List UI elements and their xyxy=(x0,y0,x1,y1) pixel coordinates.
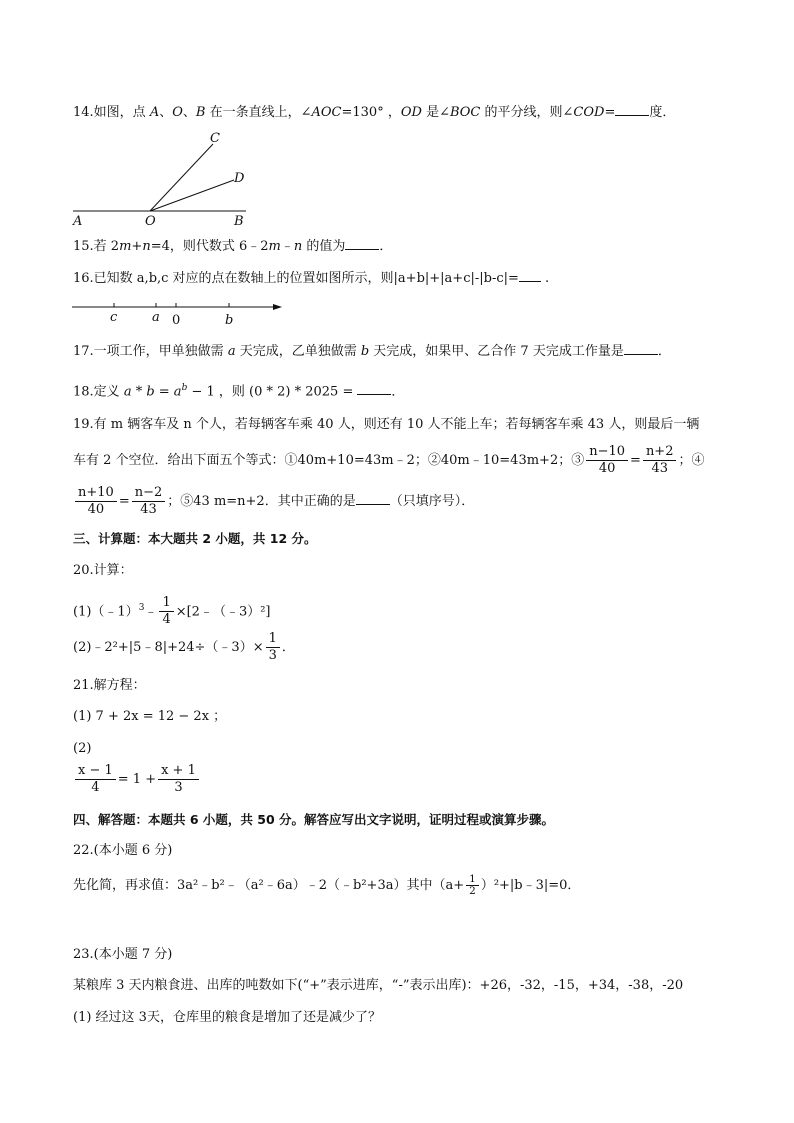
number-line xyxy=(70,297,285,327)
fraction: $\frac{n+10}{40}$ xyxy=(75,485,117,518)
section-3-heading: 三、计算题：本大题共 2 小题，共 12 分。 xyxy=(73,531,317,546)
label-zero: 0 xyxy=(172,313,181,327)
fraction: $\frac{n+2}{43}$ xyxy=(643,444,677,477)
arrow-icon xyxy=(273,304,282,310)
answer-blank xyxy=(345,236,379,250)
point-o-label: O xyxy=(145,214,156,229)
ray-oc xyxy=(150,144,213,211)
point-d-label: D xyxy=(234,171,245,186)
point-b-label: B xyxy=(234,214,244,229)
question-22-text: 先化简，再求值：3a²﹣b²﹣（a²﹣6a）﹣2（﹣b²+3a）其中（a+ $\frac{1}{2}$ ）²+|b﹣3|=0． xyxy=(73,873,581,897)
question-19-line1: 19.有 m 辆客车及 n 个人，若每辆客车乘 40 人，则还有 10 人不能上车；若每辆客车乘 43 人，则最后一辆 xyxy=(73,417,700,432)
angle-diagram xyxy=(68,128,258,230)
ray-od xyxy=(150,180,234,211)
question-19-line3: $\frac{n+10}{40}$ = $\frac{n-2}{43}$ ；⑤43 m=n+2．其中正确的是 （只填序号）． xyxy=(73,484,474,520)
question-21-equation: $\frac{x - 1}{4}$ = 1 + $\frac{x + 1}{3}$ xyxy=(73,762,201,798)
fraction: $\frac{n-2}{43}$ xyxy=(132,485,166,518)
question-21-part2: (2) xyxy=(73,741,92,756)
question-20-part1: (1)（﹣1）$^3$﹣ $\frac{1}{4}$ ×[2﹣（﹣3）²] xyxy=(73,595,271,628)
answer-blank xyxy=(519,268,541,282)
answer-blank xyxy=(615,102,649,116)
answer-blank xyxy=(624,341,658,355)
answer-blank xyxy=(356,491,390,505)
question-17: 17.一项工作，甲单独做需 a 天完成，乙单独做需 b 天完成，如果甲、乙合作 7 天完成工作量是 ． xyxy=(73,341,671,362)
fraction: $\frac{1}{4}$ xyxy=(159,595,173,628)
question-23-title: 23.(本小题 7 分) xyxy=(73,947,173,962)
fraction: $\frac{1}{3}$ xyxy=(266,631,280,664)
question-15: 15.若 2m+n=4，则代数式 6﹣2m﹣n 的值为 ． xyxy=(73,236,392,257)
label-c: c xyxy=(110,310,118,325)
label-a: a xyxy=(152,310,160,325)
question-20-part2: (2)﹣2²+|5﹣8|+24÷（﹣3）× $\frac{1}{3}$ ． xyxy=(73,631,295,663)
fraction: $\frac{1}{2}$ xyxy=(466,874,479,897)
section-4-heading: 四、解答题：本题共 6 小题，共 50 分。解答应写出文字说明，证明过程或演算步骤。 xyxy=(73,812,555,827)
question-16: 16.已知数 a,b,c 对应的点在数轴上的位置如图所示，则|a+b|+|a+c|-|b-c|= . xyxy=(73,268,549,289)
question-20-title: 20.计算： xyxy=(73,563,133,578)
question-18: 18.定义 $a * b = a^b - 1$ ，则 (0 * 2) * 2025 = ． xyxy=(73,383,405,400)
point-c-label: C xyxy=(210,131,220,146)
question-21-part1: (1) 7 + 2x = 12 − 2x ； xyxy=(73,709,227,724)
answer-blank xyxy=(357,381,391,395)
point-a-label: A xyxy=(73,214,83,229)
question-22-title: 22.(本小题 6 分) xyxy=(73,843,173,858)
question-14: 14.如图，点 A、O、B 在一条直线上，∠AOC=130° ，OD 是∠BOC 的平分线，则∠COD= 度． xyxy=(73,102,675,123)
question-21-title: 21.解方程： xyxy=(73,678,146,693)
fraction: $\frac{x - 1}{4}$ xyxy=(75,763,116,796)
fraction: $\frac{x + 1}{3}$ xyxy=(158,763,199,796)
fraction: $\frac{n-10}{40}$ xyxy=(586,444,628,477)
label-b: b xyxy=(225,313,234,327)
question-23-text: 某粮库 3 天内粮食进、出库的吨数如下(“+”表示进库，“-”表示出库)：+26，-32，-15，+34，-38，-20 xyxy=(73,978,684,993)
question-19-line2: 车有 2 个空位．给出下面五个等式：①40m+10=43m﹣2；②40m﹣10=43m+2；③ $\frac{n-10}{40}$ = $\frac{n+2}{43}$ ；④ xyxy=(73,444,705,476)
question-23-part1: (1) 经过这 3天，仓库里的粮食是增加了还是减少了？ xyxy=(73,1010,381,1025)
